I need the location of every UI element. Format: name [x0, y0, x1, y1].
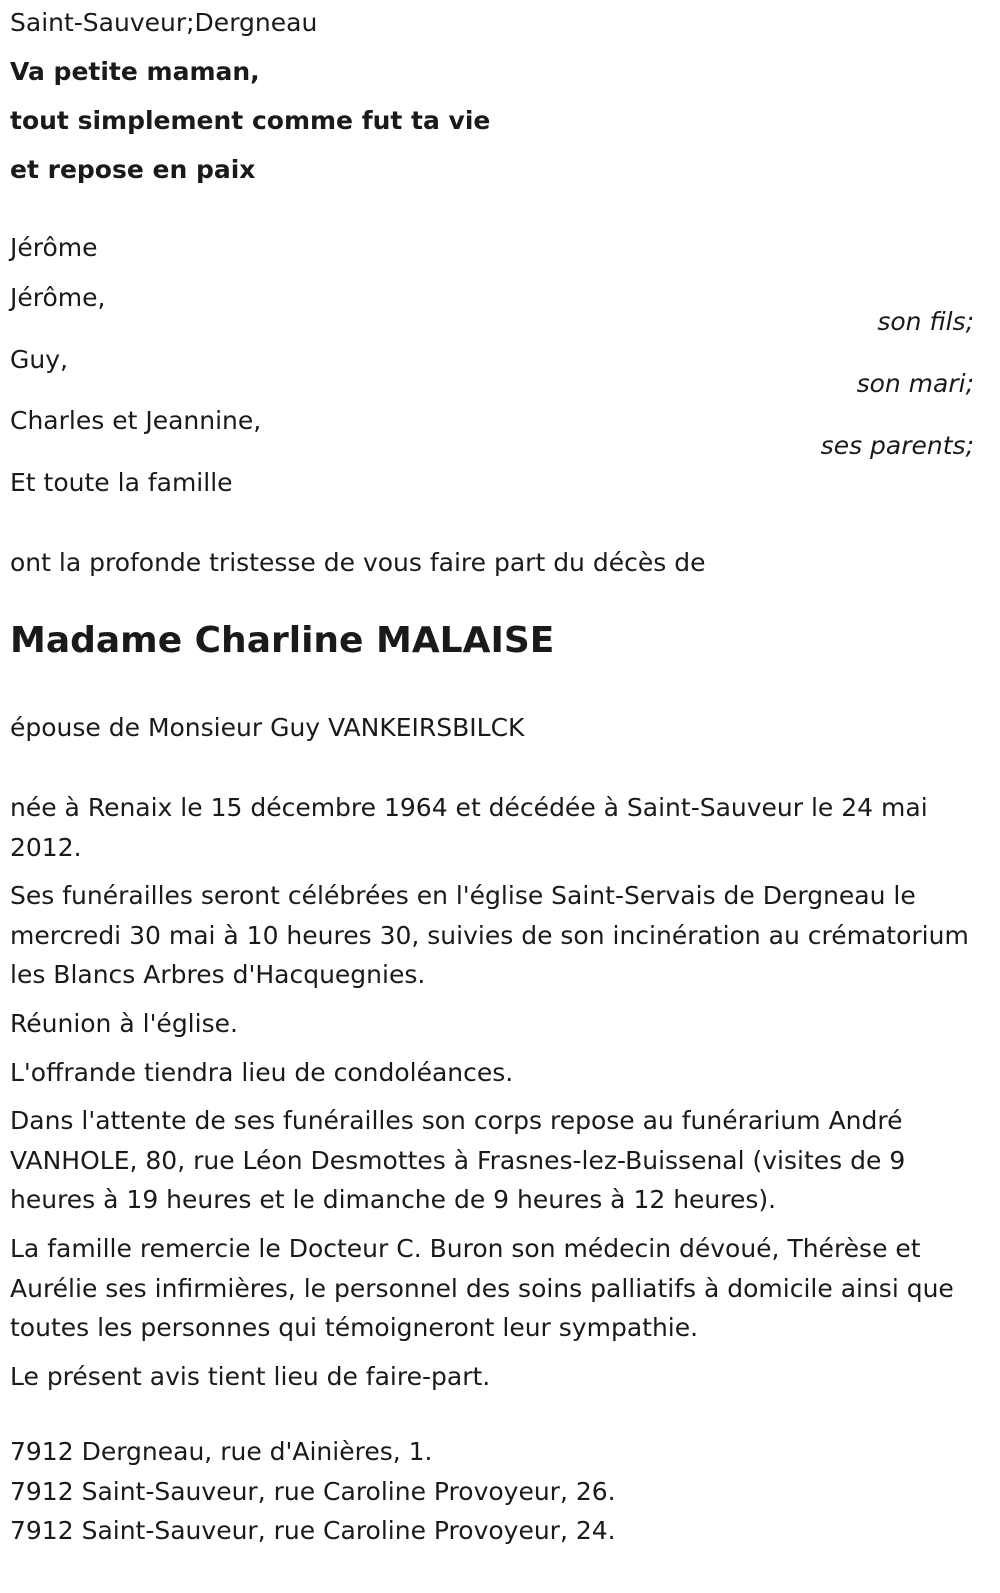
- thanks-paragraph: La famille remercie le Docteur C. Buron son médecin dévoué, Thérèse et Aurélie ses infirmières, le personnel des soins palliatifs à domicile ainsi que toutes les personnes qui témoigneront leur sympathie.: [10, 1234, 954, 1342]
- funeral-paragraph: Ses funérailles seront célébrées en l'église Saint-Servais de Dergneau le mercredi 30 mai à 10 heures 30, suivies de son incinération au crématorium les Blancs Arbres d'Hacquegnies.: [10, 881, 969, 989]
- family-name-4: Charles et Jeannine,: [10, 406, 262, 435]
- address-line-3: 7912 Saint-Sauveur, rue Caroline Provoyeur, 24.: [10, 1516, 616, 1545]
- notice-paragraph: Le présent avis tient lieu de faire-part.: [10, 1362, 491, 1391]
- poem-line-1: Va petite maman,: [10, 57, 260, 86]
- meeting-paragraph: Réunion à l'église.: [10, 1009, 238, 1038]
- family-relation-parents: ses parents;: [820, 431, 974, 460]
- deceased-name: Madame Charline MALAISE: [10, 620, 555, 661]
- address-line-1: 7912 Dergneau, rue d'Ainières, 1.: [10, 1437, 433, 1466]
- location-line: Saint-Sauveur;Dergneau: [10, 8, 318, 37]
- funerarium-paragraph: Dans l'attente de ses funérailles son corps repose au funérarium André VANHOLE, 80, rue Léon Desmottes à Frasnes-lez-Buissenal (visites de 9 heures à 19 heures et le dimanche de 9 heures à 12 heures).: [10, 1106, 906, 1214]
- family-relation-husband: son mari;: [856, 369, 974, 398]
- offering-paragraph: L'offrande tiendra lieu de condoléances.: [10, 1058, 514, 1087]
- announcement-text: ont la profonde tristesse de vous faire part du décès de: [10, 548, 706, 577]
- family-name-3: Guy,: [10, 345, 68, 374]
- poem-line-3: et repose en paix: [10, 155, 256, 184]
- spouse-line: épouse de Monsieur Guy VANKEIRSBILCK: [10, 713, 525, 742]
- birth-death-paragraph: née à Renaix le 15 décembre 1964 et décédée à Saint-Sauveur le 24 mai 2012.: [10, 793, 928, 862]
- address-line-2: 7912 Saint-Sauveur, rue Caroline Provoyeur, 26.: [10, 1477, 616, 1506]
- family-name-1: Jérôme: [10, 233, 98, 262]
- family-name-5: Et toute la famille: [10, 468, 233, 497]
- poem-line-2: tout simplement comme fut ta vie: [10, 106, 491, 135]
- family-relation-son: son fils;: [877, 307, 974, 336]
- family-name-2: Jérôme,: [10, 283, 106, 312]
